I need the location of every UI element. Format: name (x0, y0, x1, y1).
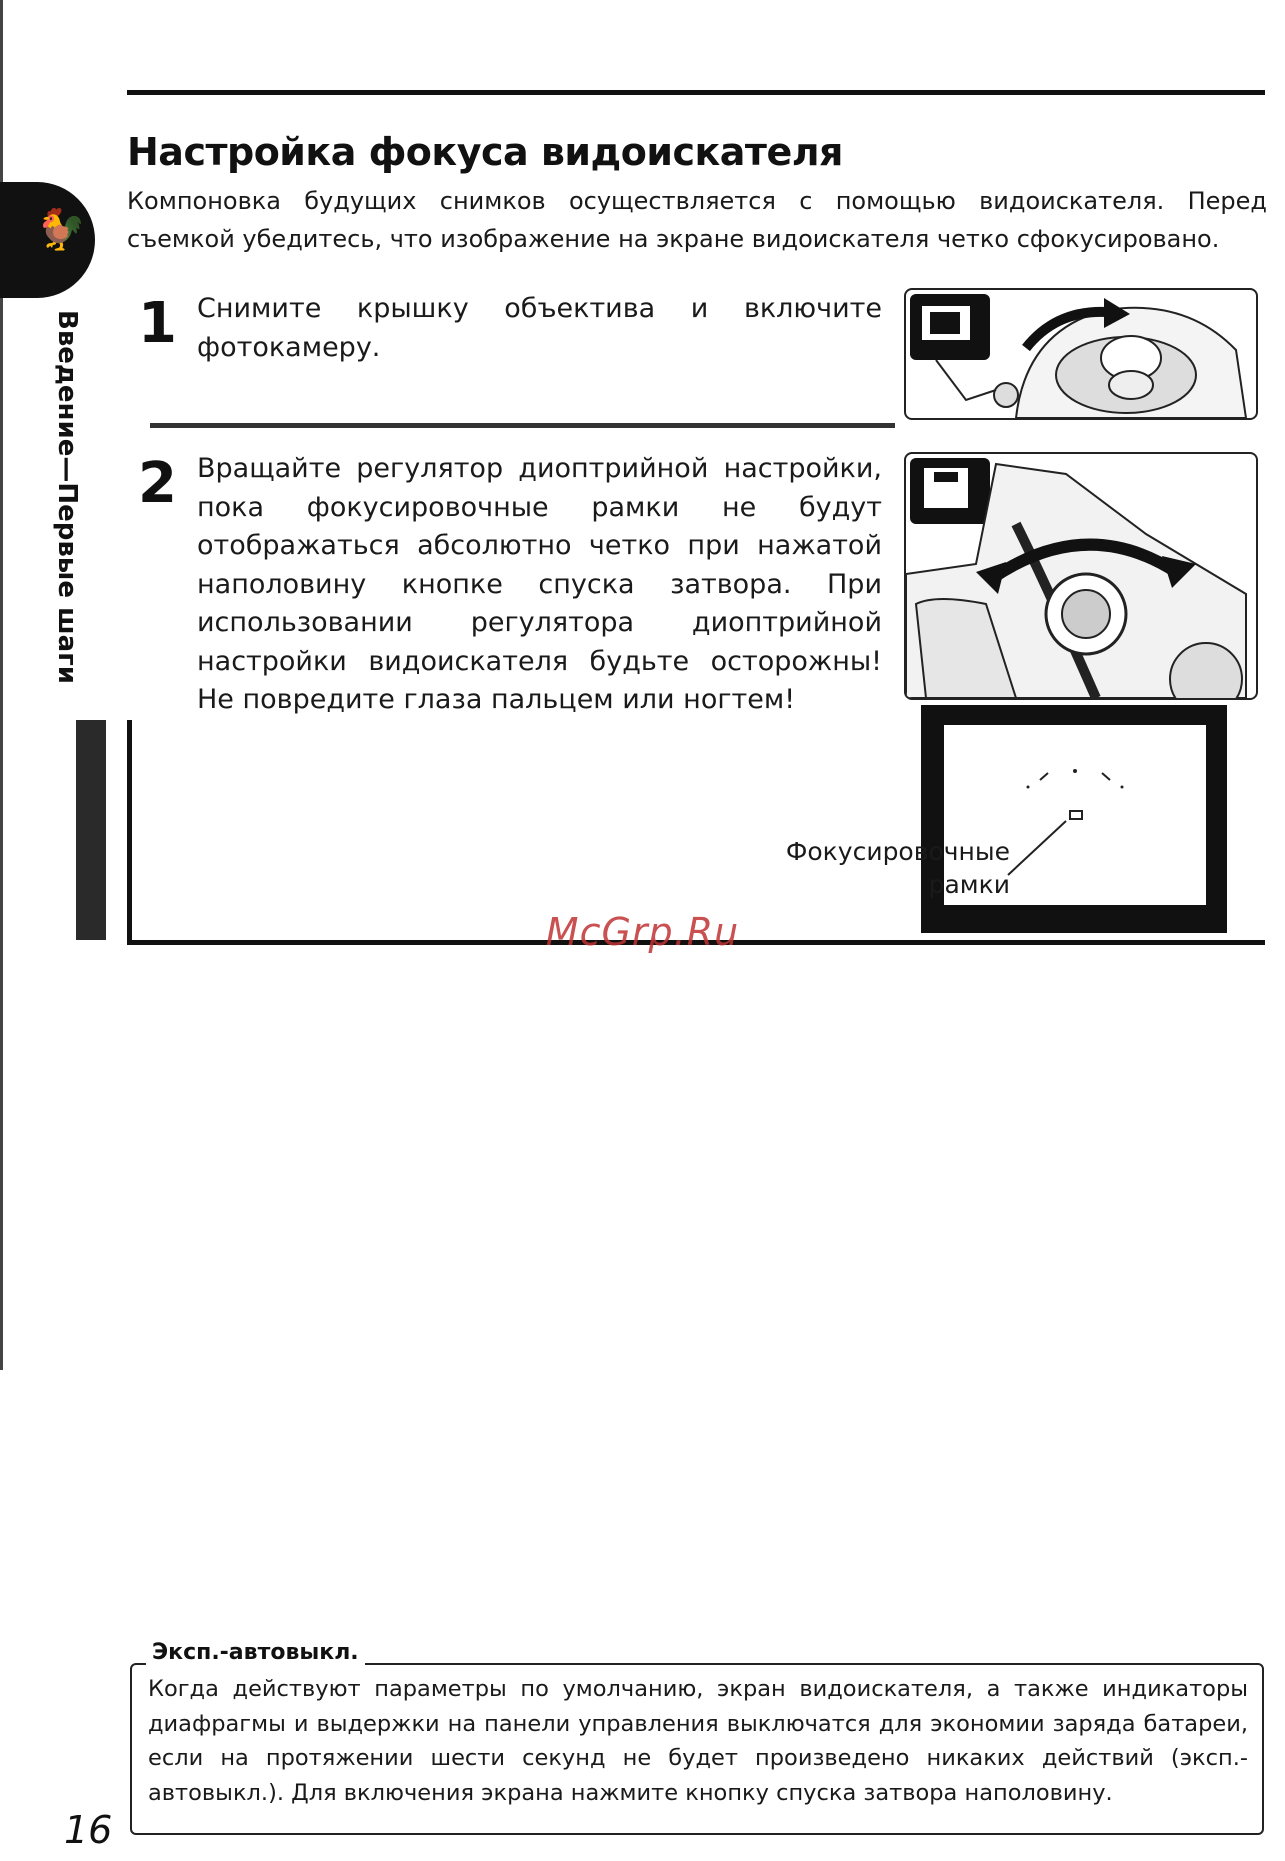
camera-power-illustration (904, 288, 1258, 420)
watermark: McGrp.Ru (545, 910, 740, 954)
page-number: 16 (64, 1808, 113, 1852)
page-title: Настройка фокуса видоискателя (127, 130, 843, 174)
rooster-icon: 🐓 (36, 207, 86, 253)
note-text: Когда действуют параметры по умолчанию, экран видоискателя, а также индикаторы диафрагмы и выдержки на панели управления выключатся для экономии заряда батареи, если на протяжении шести секунд не будет произведено никаких действий (эксп.-автовыкл.). Для включения экрана нажмите кнопку спуска затвора наполовину. (148, 1676, 1248, 1806)
diopter-adjustment-illustration (904, 452, 1258, 700)
section-label: Введение—Первые шаги (52, 310, 82, 684)
step-divider (150, 423, 895, 428)
focus-frames-label: Фокусировочные рамки (785, 837, 1010, 899)
note-title: Эксп.-автовыкл. (146, 1640, 365, 1665)
step-1-number: 1 (138, 291, 177, 356)
section-marker-bar (76, 720, 106, 940)
step-2-number: 2 (138, 451, 177, 516)
step-2-left-bar (127, 720, 132, 940)
intro-paragraph: Компоновка будущих снимков осуществляется с помощью видоискателя. Перед съемкой убедитесь, что изображение на экране видоискателя четко сфокусировано. (127, 187, 1267, 253)
step-1-text: Снимите крышку объектива и включите фотокамеру. (197, 293, 882, 363)
step-2-text: Вращайте регулятор диоптрийной настройки, пока фокусировочные рамки не будут отображаться абсолютно четко при нажатой наполовину кнопке спуска затвора. При использовании регулятора диоптрийной настройки видоискателя будьте осторожны! Не повредите глаза пальцем или ногтем! (197, 453, 882, 715)
top-rule (127, 90, 1265, 95)
